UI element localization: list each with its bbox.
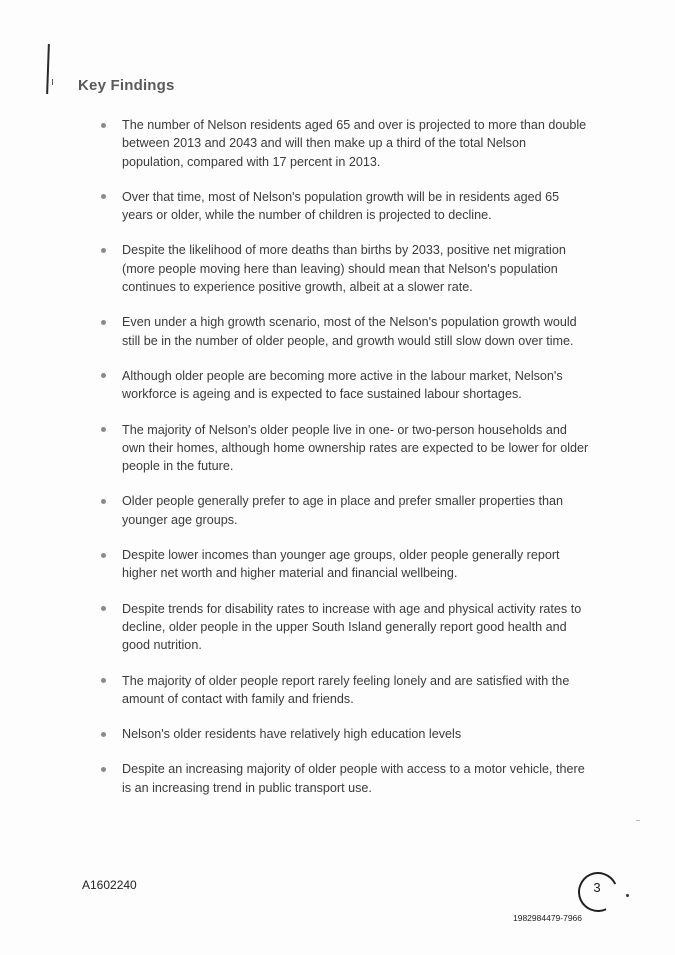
list-item — [0, 241, 590, 296]
bullet-icon — [101, 248, 106, 253]
margin-pen-mark — [46, 44, 50, 94]
finding-text: Nelson's older residents have relatively high education levels — [122, 727, 462, 742]
finding-text: Despite trends for disability rates to increase with age and physical activity rates to decline, older people in the upper South Island generally report good health and good nutrition. — [122, 601, 582, 653]
finding-text: The number of Nelson residents aged 65 and over is projected to more than double between 2013 and 2043 and will then make up a third of the total Nelson population, compared with 17 percent in 2013. — [122, 118, 587, 169]
bullet-icon — [101, 123, 106, 128]
margin-tick-mark — [52, 79, 53, 85]
list-item — [0, 760, 590, 797]
finding-text: The majority of older people report rarely feeling lonely and are satisfied with the amount of contact with family and friends. — [122, 673, 570, 706]
list-item — [0, 313, 590, 350]
bullet-icon — [101, 320, 106, 325]
finding-text: The majority of Nelson's older people live in one- or two-person households and own their homes, although home ownership rates are expected to be lower for older people in the future. — [122, 422, 589, 474]
bullet-icon — [101, 427, 106, 432]
finding-text: Even under a high growth scenario, most of the Nelson's population growth would still be in the number of older people, and growth would still slow down over time. — [122, 315, 577, 348]
page-number: 3 — [593, 880, 601, 895]
list-item — [0, 116, 590, 171]
pen-dot-mark — [626, 894, 629, 897]
finding-text: Despite the likelihood of more deaths than births by 2033, positive net migration (more people moving here than leaving) should mean that Nelson's population continues to experience positive growth, albeit at a slower rate. — [122, 243, 566, 295]
bullet-icon — [101, 553, 106, 558]
bullet-icon — [101, 767, 106, 772]
list-item — [0, 546, 590, 583]
bullet-icon — [101, 732, 106, 737]
finding-text: Despite lower incomes than younger age groups, older people generally report higher net worth and higher material and financial wellbeing. — [122, 548, 560, 581]
finding-text: Despite an increasing majority of older people with access to a motor vehicle, there is an increasing trend in public transport use. — [122, 762, 585, 795]
list-item — [0, 672, 590, 709]
finding-text: Although older people are becoming more active in the labour market, Nelson's workforce is ageing and is expected to face sustained labour shortages. — [122, 368, 563, 402]
bullet-icon — [101, 678, 106, 683]
list-item — [0, 600, 590, 655]
bullet-icon — [101, 606, 106, 611]
list-item — [0, 421, 590, 476]
bullet-icon — [101, 373, 106, 378]
finding-text: Over that time, most of Nelson's population growth will be in residents aged 65 years or older, while the number of children is projected to decline. — [122, 189, 560, 223]
scan-identifier: 1982984479-7966 — [513, 913, 583, 923]
finding-text: Older people generally prefer to age in place and prefer smaller properties than younger age groups. — [122, 494, 564, 527]
bullet-icon — [101, 194, 106, 199]
bullet-icon — [101, 499, 106, 504]
document-reference: A1602240 — [82, 878, 137, 892]
list-item — [0, 725, 590, 743]
list-item — [0, 188, 590, 225]
list-item — [0, 367, 590, 404]
scan-edge-mark — [636, 820, 640, 821]
list-item — [0, 492, 590, 529]
key-findings-list — [0, 116, 675, 814]
page-title: Key Findings — [78, 77, 175, 94]
